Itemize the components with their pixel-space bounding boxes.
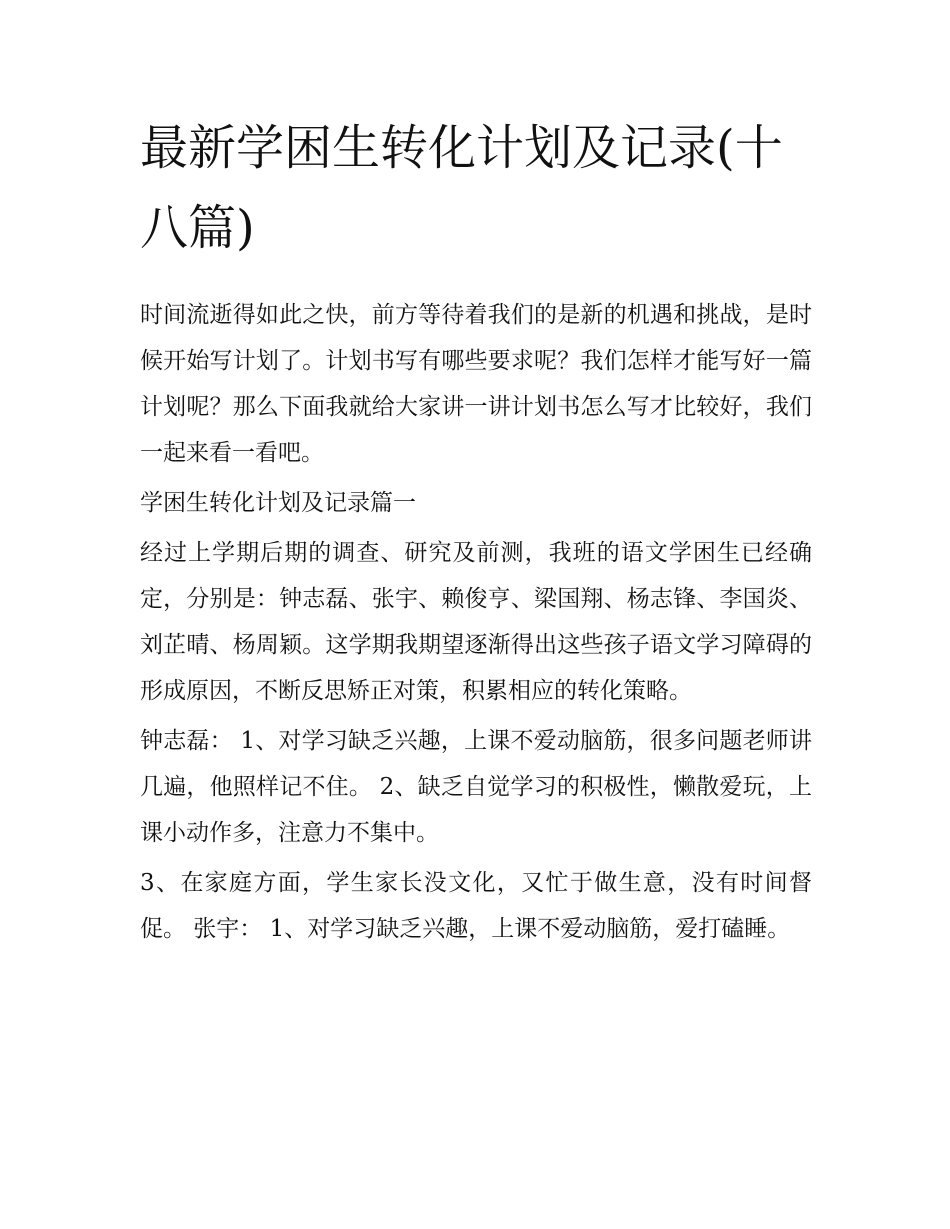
body-paragraph: 经过上学期后期的调查、研究及前测，我班的语文学困生已经确定，分别是：钟志磊、张宇、赖俊亨、梁国翔、杨志锋、李国炎、刘芷晴、杨周颖。这学期我期望逐渐得出这些孩子语文学习障碍的形成原因，不断反思矫正对策，积累相应的转化策略。 xyxy=(140,540,812,704)
document-body xyxy=(140,108,812,956)
intro-paragraph: 时间流逝得如此之快，前方等待着我们的是新的机遇和挑战，是时候开始写计划了。计划书写有哪些要求呢？我们怎样才能写好一篇计划呢？那么下面我就给大家讲一讲计划书怎么写才比较好，我们一起来看一看吧。 xyxy=(140,302,812,466)
body-paragraph: 3、在家庭方面，学生家长没文化，又忙于做生意，没有时间督促。 张宇： 1、对学习缺乏兴趣，上课不爱动脑筋，爱打磕睡。 xyxy=(140,870,812,942)
section-heading: 学困生转化计划及记录篇一 xyxy=(140,490,416,516)
document-title: 最新学困生转化计划及记录(十八篇) xyxy=(140,120,783,256)
body-paragraph: 钟志磊： 1、对学习缺乏兴趣，上课不爱动脑筋，很多问题老师讲几遍，他照样记不住。 2、缺乏自觉学习的积极性，懒散爱玩，上课小动作多，注意力不集中。 xyxy=(140,728,812,846)
